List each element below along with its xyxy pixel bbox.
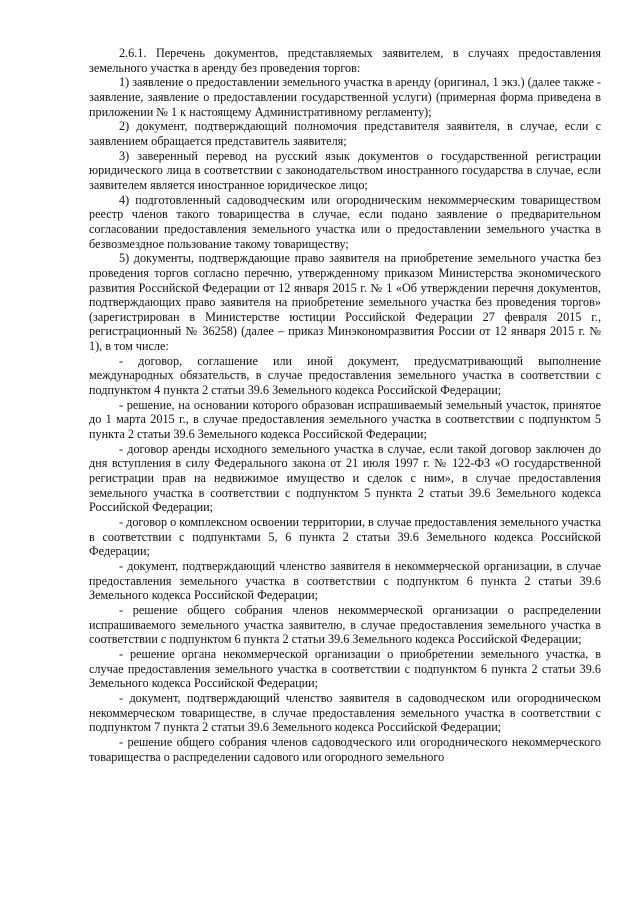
sub-list-item: - договор о комплексном освоении территории, в случае предоставления земельного участка в соответствии с подпунктами 5, 6 пункта 2 статьи 39.6 Земельного кодекса Российской Федерации; xyxy=(89,515,601,559)
list-item: 5) документы, подтверждающие право заявителя на приобретение земельного участка без проведения торгов согласно перечню, утвержденному приказом Министерства экономического развития Российской Федерации от 12 января 2015 г. № 1 «Об утверждении перечня документов, подтверждающих право заявителя на приобретение земельного участка без проведения торгов» (зарегистрирован в Министерстве юстиции Российской Федерации 27 февраля 2015 г., регистрационный № 36258) (далее – приказ Минэкономразвития России от 12 января 2015 г. № 1), в том числе: xyxy=(89,251,601,354)
sub-list-item: - решение органа некоммерческой организации о приобретении земельного участка, в случае предоставления земельного участка в соответствии с подпунктом 6 пункта 2 статьи 39.6 Земельного кодекса Российской Федерации; xyxy=(89,646,601,691)
sub-list-item: - решение общего собрания членов садоводческого или огороднического некоммерческого товарищества о распределении садового или огородного земельного xyxy=(89,734,601,764)
list-item: 3) заверенный перевод на русский язык документов о государственной регистрации юридического лица в соответствии с законодательством иностранного государства в случае, если заявителем является иностранное юридическое лицо; xyxy=(89,148,601,192)
document-page xyxy=(89,46,601,764)
sub-list-item: - договор, соглашение или иной документ, предусматривающий выполнение международных обязательств, в случае предоставления земельного участка в соответствии с подпунктом 4 пункта 2 статьи 39.6 Земельного кодекса Российской Федерации; xyxy=(89,353,601,398)
sub-list-item: - договор аренды исходного земельного участка в случае, если такой договор заключен до дня вступления в силу Федерального закона от 21 июля 1997 г. № 122-ФЗ «О государственной регистрации прав на недвижимое имущество и сделок с ним», в случае предоставления земельного участка в соответствии с подпунктом 5 пункта 2 статьи 39.6 Земельного кодекса Российской Федерации; xyxy=(89,441,601,515)
list-item: 1) заявление о предоставлении земельного участка в аренду (оригинал, 1 экз.) (далее также - заявление, заявление о предоставлении государственной услуги) (примерная форма приведена в приложении № 1 к настоящему Административному регламенту); xyxy=(89,75,601,119)
sub-list-item: - решение, на основании которого образован испрашиваемый земельный участок, принятое до 1 марта 2015 г., в случае предоставления земельного участка в соответствии с подпунктом 5 пункта 2 статьи 39.6 Земельного кодекса Российской Федерации; xyxy=(89,397,601,442)
section-heading: 2.6.1. Перечень документов, представляемых заявителем, в случаях предоставления земельного участка в аренду без проведения торгов: xyxy=(89,46,601,75)
sub-list-item: - документ, подтверждающий членство заявителя в садоводческом или огородническом некоммерческом товариществе, в случае предоставления земельного участка в соответствии с подпунктом 7 пункта 2 статьи 39.6 Земельного кодекса Российской Федерации; xyxy=(89,690,601,735)
list-item: 4) подготовленный садоводческим или огородническим некоммерческим товариществом реестр членов такого товарищества в случае, если подано заявление о предварительном согласовании предоставления земельного участка или о предоставлении земельного участка в безвозмездное пользование такому товариществу; xyxy=(89,192,601,251)
sub-list-item: - решение общего собрания членов некоммерческой организации о распределении испрашиваемого земельного участка заявителю, в случае предоставления земельного участка в соответствии с подпунктом 6 пункта 2 статьи 39.6 Земельного кодекса Российской Федерации; xyxy=(89,602,601,647)
sub-list-item: - документ, подтверждающий членство заявителя в некоммерческой организации, в случае предоставления земельного участка в соответствии с подпунктом 6 пункта 2 статьи 39.6 Земельного кодекса Российской Федерации; xyxy=(89,558,601,603)
list-item: 2) документ, подтверждающий полномочия представителя заявителя, в случае, если с заявлением обращается представитель заявителя; xyxy=(89,119,601,148)
